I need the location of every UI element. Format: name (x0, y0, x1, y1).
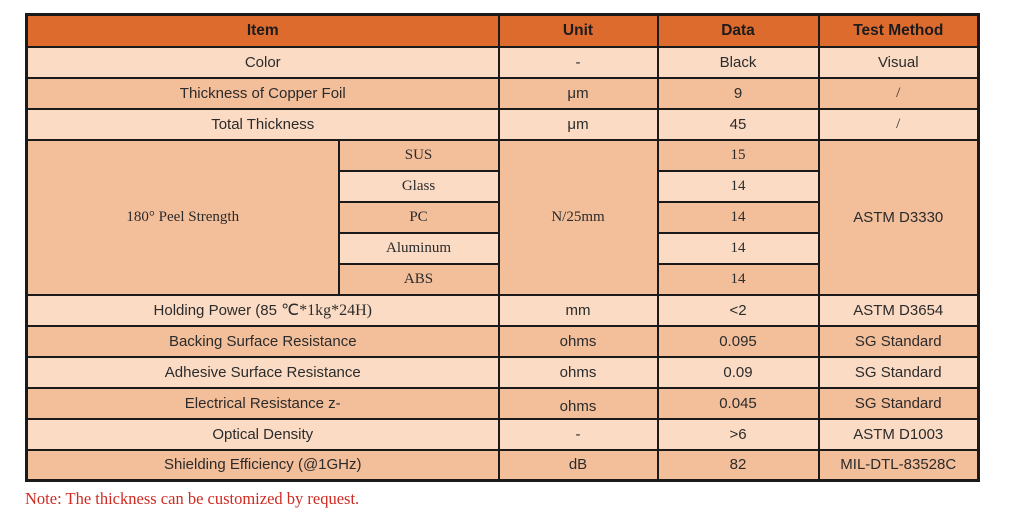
cell-peel-substrate-glass: Glass (339, 171, 499, 202)
cell-peel-data-sus: 15 (658, 140, 819, 171)
cell-color-item: Color (27, 47, 499, 78)
cell-peel-substrate-pc: PC (339, 202, 499, 233)
holding-power-label-suffix: ℃*1kg*24H) (281, 302, 372, 319)
holding-power-label-prefix: Holding Power (85 (153, 302, 282, 319)
cell-adhesive-resistance-test-method: SG Standard (819, 357, 979, 388)
cell-backing-resistance-test-method: SG Standard (819, 326, 979, 357)
cell-total-thickness-test-method: / (819, 109, 979, 140)
cell-holding-power-test-method: ASTM D3654 (819, 295, 979, 326)
row-holding-power (27, 295, 979, 326)
cell-total-thickness-item: Total Thickness (27, 109, 499, 140)
cell-copper-foil-unit: μm (499, 78, 658, 109)
cell-peel-data-pc: 14 (658, 202, 819, 233)
cell-optical-density-data: >6 (658, 419, 819, 450)
cell-holding-power-unit: mm (499, 295, 658, 326)
row-optical-density (27, 419, 979, 450)
cell-adhesive-resistance-unit: ohms (499, 357, 658, 388)
cell-shielding-efficiency-data: 82 (658, 450, 819, 481)
cell-peel-strength-item: 180° Peel Strength (27, 140, 339, 295)
row-peel-strength-sus (27, 140, 979, 171)
cell-backing-resistance-unit: ohms (499, 326, 658, 357)
cell-shielding-efficiency-test-method: MIL-DTL-83528C (819, 450, 979, 481)
col-header-data: Data (658, 15, 819, 47)
cell-peel-strength-test-method: ASTM D3330 (819, 140, 979, 295)
cell-adhesive-resistance-item: Adhesive Surface Resistance (27, 357, 499, 388)
cell-color-unit: - (499, 47, 658, 78)
cell-electrical-resistance-item: Electrical Resistance z- (27, 388, 499, 419)
cell-optical-density-unit: - (499, 419, 658, 450)
cell-color-data: Black (658, 47, 819, 78)
cell-shielding-efficiency-unit: dB (499, 450, 658, 481)
header-row (27, 15, 979, 47)
spec-table (25, 13, 980, 482)
col-header-unit: Unit (499, 15, 658, 47)
cell-holding-power-data: <2 (658, 295, 819, 326)
cell-holding-power-item (27, 295, 499, 326)
col-header-test-method: Test Method (819, 15, 979, 47)
cell-adhesive-resistance-data: 0.09 (658, 357, 819, 388)
cell-peel-substrate-aluminum: Aluminum (339, 233, 499, 264)
cell-copper-foil-item: Thickness of Copper Foil (27, 78, 499, 109)
row-backing-resistance (27, 326, 979, 357)
row-shielding-efficiency (27, 450, 979, 481)
cell-peel-substrate-abs: ABS (339, 264, 499, 295)
row-electrical-resistance (27, 388, 979, 419)
row-adhesive-resistance (27, 357, 979, 388)
note-text: Note: The thickness can be customized by request. (25, 489, 360, 508)
cell-peel-strength-unit: N/25mm (499, 140, 658, 295)
cell-backing-resistance-item: Backing Surface Resistance (27, 326, 499, 357)
cell-total-thickness-unit: μm (499, 109, 658, 140)
cell-electrical-resistance-test-method: SG Standard (819, 388, 979, 419)
row-copper-foil (27, 78, 979, 109)
cell-color-test-method: Visual (819, 47, 979, 78)
cell-electrical-resistance-data: 0.045 (658, 388, 819, 419)
cell-peel-data-abs: 14 (658, 264, 819, 295)
cell-peel-data-glass: 14 (658, 171, 819, 202)
row-total-thickness (27, 109, 979, 140)
cell-copper-foil-data: 9 (658, 78, 819, 109)
cell-peel-substrate-sus: SUS (339, 140, 499, 171)
cell-electrical-resistance-unit: ohms (499, 388, 658, 419)
cell-optical-density-item: Optical Density (27, 419, 499, 450)
cell-total-thickness-data: 45 (658, 109, 819, 140)
cell-copper-foil-test-method: / (819, 78, 979, 109)
cell-shielding-efficiency-item: Shielding Efficiency (@1GHz) (27, 450, 499, 481)
cell-peel-data-aluminum: 14 (658, 233, 819, 264)
cell-backing-resistance-data: 0.095 (658, 326, 819, 357)
col-header-item: Item (27, 15, 499, 47)
row-color (27, 47, 979, 78)
cell-optical-density-test-method: ASTM D1003 (819, 419, 979, 450)
